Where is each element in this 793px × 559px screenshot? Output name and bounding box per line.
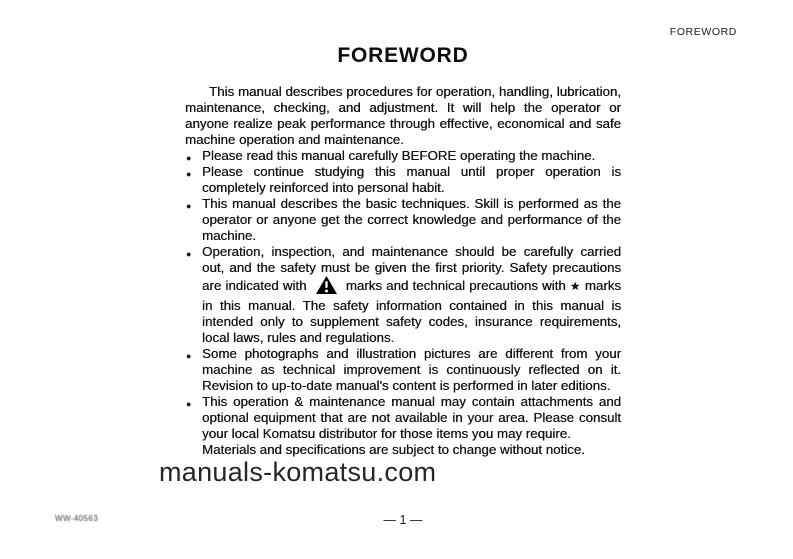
bullet-icon: ● bbox=[186, 168, 192, 179]
bullet-text: Please read this manual carefully BEFORE operating the machine. bbox=[202, 148, 596, 163]
list-item bbox=[185, 442, 621, 458]
list-item bbox=[185, 164, 621, 196]
bullet-text bbox=[202, 244, 621, 345]
watermark: manuals-komatsu.com bbox=[159, 457, 437, 487]
bullet-icon: ● bbox=[186, 200, 192, 211]
body-text bbox=[185, 84, 621, 458]
bullet-icon: ● bbox=[186, 398, 192, 409]
page-number: — 1 — bbox=[383, 513, 423, 527]
list-item bbox=[185, 394, 621, 442]
bullet-text: Please continue studying this manual until proper operation is completely reinforced into personal habit. bbox=[202, 164, 621, 195]
list-item bbox=[185, 346, 621, 394]
list-item bbox=[185, 196, 621, 244]
note-text: Materials and specifications are subject to change without notice. bbox=[202, 442, 585, 457]
bullet-icon: ● bbox=[186, 152, 192, 163]
page-title: FOREWORD bbox=[337, 44, 469, 67]
bullet-list bbox=[185, 148, 621, 458]
bullet-text: This operation & maintenance manual may contain attachments and optional equipment that are not available in your area. Please consult your local Komatsu distributor for those items you may require. bbox=[202, 394, 621, 441]
bullet-text: This manual describes the basic techniques. Skill is performed as the operator or anyone get the correct knowledge and performance of the machine. bbox=[202, 196, 621, 243]
intro-paragraph: This manual describes procedures for operation, handling, lubrication, maintenance, checking, and adjustment. It will help the operator or anyone realize peak performance through effective, economical and safe machine operation and maintenance. bbox=[185, 84, 621, 147]
bullet-text: Some photographs and illustration pictures are different from your machine as technical improvement is continuously reflected on it. Revision to up-to-date manual's content is performed in later editions. bbox=[202, 346, 621, 393]
list-item bbox=[185, 244, 621, 346]
bullet-icon: ● bbox=[186, 248, 192, 259]
bullet-text-segment: marks in this manual. The safety information contained in this manual is intended only to supplement safety codes, insurance requirements, local laws, rules and regulations. bbox=[202, 278, 621, 345]
list-item bbox=[185, 148, 621, 164]
warning-triangle-icon bbox=[316, 276, 337, 298]
bullet-text-segment: Operation, inspection, and maintenance should be carefully carried out, and the safety must be given the first priority. Safety precautions are indicated with bbox=[202, 244, 621, 293]
bullet-icon: ● bbox=[186, 350, 192, 361]
doc-code: WW-40563 bbox=[55, 514, 99, 523]
bullet-text-segment: marks and technical precautions with bbox=[345, 278, 566, 293]
star-icon: ★ bbox=[569, 281, 581, 293]
running-header: FOREWORD bbox=[669, 26, 737, 38]
